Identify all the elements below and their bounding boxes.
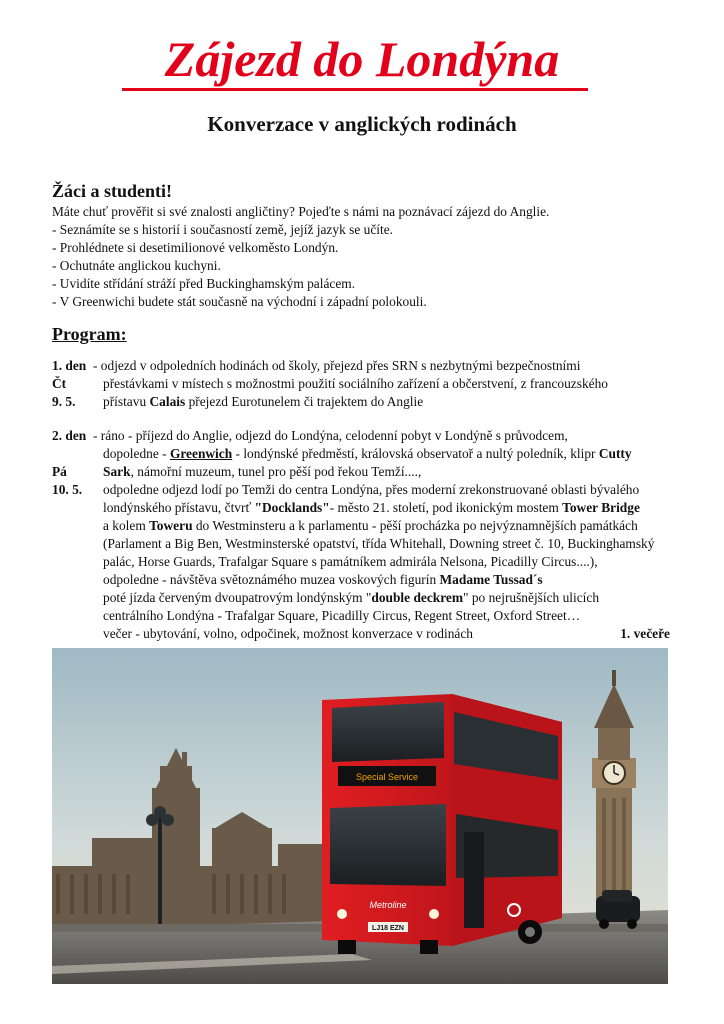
double-decker-term: double deckrem: [371, 590, 464, 605]
place-greenwich: Greenwich: [169, 446, 233, 461]
headlight-left: [337, 909, 347, 919]
date-label: 9. 5.: [52, 394, 76, 409]
title-underline: [122, 88, 588, 91]
day-1-block: [52, 357, 692, 411]
place-tower-bridge: Tower Bridge: [562, 500, 640, 515]
intro-line: - Ochutnáte anglickou kuchyni.: [52, 258, 221, 273]
day-text: a kolem Toweru do Westminsteru a k parlamentu - pěší procházka po nejvýznamnějších památkách: [103, 518, 638, 533]
intro-line: - Seznámíte se s historií i současností země, jejíž jazyk se učíte.: [52, 222, 393, 237]
place-sark: Sark: [103, 464, 131, 479]
program-heading: Program:: [52, 324, 127, 344]
day-text: palác, Horse Guards, Trafalgar Square s památníkem admirála Nelsona, Picadilly Circus....),: [103, 554, 598, 569]
day-text: poté jízda červeným dvoupatrovým londýnským "double deckrem" po nejrušnějších ulicích: [103, 590, 600, 605]
headlight-right: [429, 909, 439, 919]
intro-line: - V Greenwichi budete stát současně na východní i západní polokouli.: [52, 294, 427, 309]
place-docklands: "Docklands": [254, 500, 330, 515]
day-text: centrálního Londýna - Trafalgar Square, Picadilly Circus, Regent Street, Oxford Street…: [103, 608, 581, 623]
intro-heading: Žáci a studenti!: [52, 181, 173, 201]
day-label: 2. den: [52, 428, 87, 443]
weekday-label: Čt: [52, 376, 67, 391]
day-text: přístavu Calais přejezd Eurotunelem či trajektem do Anglie: [103, 394, 424, 409]
subtitle: Konverzace v anglických rodinách: [207, 112, 517, 136]
day-text: přestávkami v místech s možnostmi použití sociálního zařízení a občerstvení, z francouzského: [103, 376, 608, 391]
day-label: 1. den: [52, 358, 87, 373]
intro-line: - Prohlédnete si desetimilionové velkoměsto Londýn.: [52, 240, 339, 255]
place-cutty: Cutty: [598, 446, 632, 461]
day-text: odpoledne - návštěva světoznámého muzea voskových figurín Madame Tussad´s: [103, 572, 543, 587]
day-text: večer - ubytování, volno, odpočinek, možnost konverzace v rodinách: [103, 626, 473, 641]
bus-brand-text: Metroline: [369, 900, 407, 910]
lower-windscreen: [330, 804, 446, 886]
licence-plate-text: LJ18 EZN: [372, 925, 404, 932]
day-text: londýnského přístavu, čtvrť "Docklands"- město 21. století, pod ikonickým mostem Tower Bridge: [103, 500, 640, 515]
intro-line: - Uvidíte střídání stráží před Buckinghamským palácem.: [52, 276, 356, 291]
weekday-label: Pá: [52, 464, 67, 479]
day-text: dopoledne - Greenwich - londýnské předměstí, královská observatoř a nultý poledník, klipr Cutty: [103, 446, 632, 461]
date-label: 10. 5.: [52, 482, 83, 497]
london-bus-photo: [52, 648, 668, 984]
upper-windscreen: [332, 702, 444, 762]
double-decker-bus: [322, 694, 562, 954]
intro-paragraph: [52, 203, 692, 311]
day-text: odpoledne odjezd lodí po Temži do centra Londýna, přes moderní zrekonstruované oblasti bývalého: [103, 482, 640, 497]
place-calais: Calais: [149, 394, 186, 409]
day-text: (Parlament a Big Ben, Westminsterské opatství, třída Whitehall, Downing street č. 10, Buckinghamský: [103, 536, 655, 551]
meal-note: 1. večeře: [620, 626, 670, 641]
bus-sign-text: Special Service: [355, 772, 419, 782]
bus-door: [464, 832, 484, 928]
day-text: - odjezd v odpoledních hodinách od školy, přejezd přes SRN s nezbytnými bezpečnostními: [93, 358, 581, 373]
intro-line: Máte chuť prověřit si své znalosti angličtiny? Pojeďte s námi na poznávací zájezd do Anglie.: [52, 204, 550, 219]
place-madame-tussads: Madame Tussad´s: [439, 572, 543, 587]
day-2-block: [52, 427, 692, 643]
place-tower: Toweru: [149, 518, 193, 533]
day-text: - ráno - příjezd do Anglie, odjezd do Londýna, celodenní pobyt v Londýně s průvodcem,: [93, 428, 568, 443]
day-text: Sark, námořní muzeum, tunel pro pěší pod řekou Temží....,: [103, 464, 422, 479]
page-title: Zájezd do Londýna: [164, 31, 560, 87]
